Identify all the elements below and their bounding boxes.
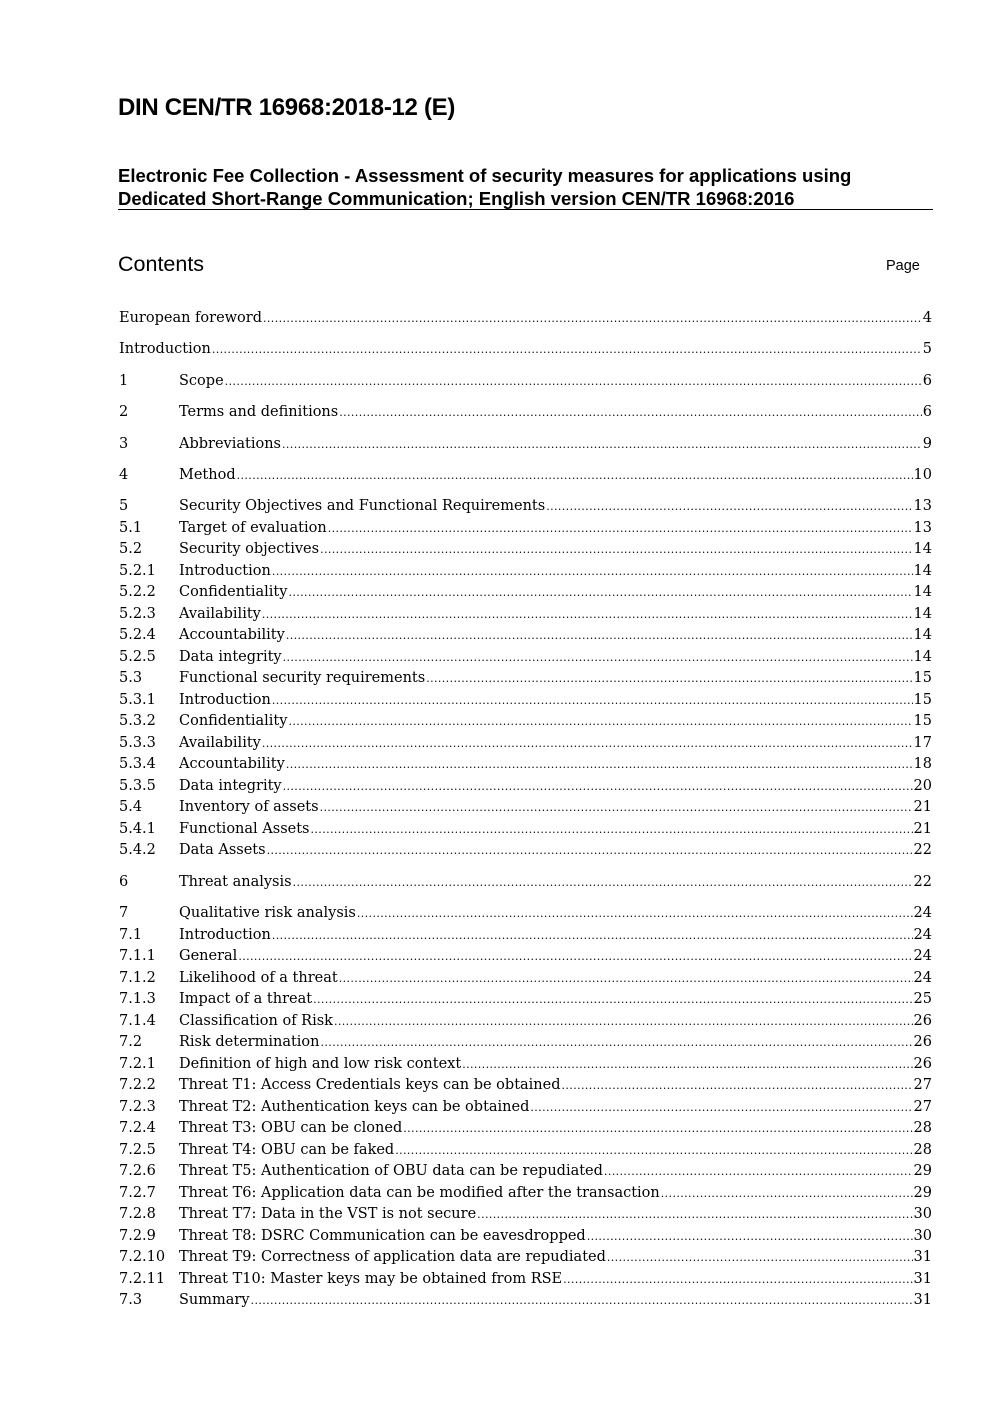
toc-entry-title: Confidentiality [179, 713, 288, 729]
subtitle-line-2: Dedicated Short-Range Communication; English version CEN/TR 16968:2016 [118, 188, 795, 209]
toc-entry[interactable] [119, 339, 932, 359]
toc-entry[interactable] [119, 465, 932, 485]
toc-entry-title: Availability [179, 735, 261, 751]
toc-entry-page: 24 [913, 927, 932, 943]
toc-entry-number: 7.1 [119, 927, 143, 943]
toc-entry-number: 5.4.1 [119, 821, 156, 837]
toc-entry-page: 21 [913, 821, 932, 837]
toc-entry[interactable] [119, 840, 932, 860]
toc-entry-page: 14 [913, 541, 932, 557]
toc-entry-page: 15 [913, 670, 932, 686]
toc-dot-leader [462, 1055, 912, 1075]
toc-entry[interactable] [119, 733, 932, 753]
toc-dot-leader [477, 1205, 912, 1225]
toc-entry-title: Threat T6: Application data can be modified after the transaction [179, 1185, 660, 1201]
toc-entry-page: 24 [913, 905, 932, 921]
toc-entry-number: 7.2.8 [119, 1206, 156, 1222]
toc-entry[interactable] [119, 668, 932, 688]
toc-dot-leader [263, 309, 922, 329]
toc-dot-leader [321, 1033, 913, 1053]
toc-entry-page: 24 [913, 948, 932, 964]
toc-entry-title: Impact of a threat [179, 991, 313, 1007]
toc-entry-number: 3 [119, 436, 129, 452]
toc-entry[interactable] [119, 496, 932, 516]
toc-entry-title: Terms and definitions [179, 404, 339, 420]
toc-entry-title: Summary [179, 1292, 250, 1308]
toc-entry-number: 5.1 [119, 520, 143, 536]
toc-entry-title: Introduction [179, 692, 271, 708]
toc-dot-leader [313, 990, 912, 1010]
toc-entry-title: Confidentiality [179, 584, 288, 600]
toc-dot-leader [562, 1076, 913, 1096]
toc-entry-title: Availability [179, 606, 261, 622]
toc-entry-number: 5 [119, 498, 129, 514]
toc-entry-title: Definition of high and low risk context [179, 1056, 462, 1072]
toc-entry-title: Introduction [179, 563, 271, 579]
toc-entry[interactable] [119, 1290, 932, 1310]
toc-entry-page: 28 [913, 1142, 932, 1158]
contents-heading: Contents [118, 252, 205, 276]
toc-entry[interactable] [119, 561, 932, 581]
toc-entry-number: 5.2.2 [119, 584, 156, 600]
toc-entry-number: 7.1.2 [119, 970, 156, 986]
toc-dot-leader [563, 1270, 912, 1290]
toc-entry-page: 6 [922, 373, 932, 389]
toc-entry-title: Threat T9: Correctness of application data are repudiated [179, 1249, 606, 1265]
toc-entry-title: Accountability [179, 756, 285, 772]
toc-entry-title: Introduction [179, 927, 271, 943]
toc-entry-title: Threat T5: Authentication of OBU data can be repudiated [179, 1163, 603, 1179]
toc-entry-page: 21 [913, 799, 932, 815]
toc-entry-number: 4 [119, 467, 129, 483]
toc-entry[interactable] [119, 1269, 932, 1289]
toc-entry-title: Risk determination [179, 1034, 320, 1050]
toc-entry-page: 29 [913, 1163, 932, 1179]
toc-entry-page: 31 [913, 1249, 932, 1265]
toc-entry-page: 14 [913, 563, 932, 579]
toc-dot-leader [272, 926, 913, 946]
toc-entry-number: 7.2.7 [119, 1185, 156, 1201]
toc-entry-number: 7.2.2 [119, 1077, 156, 1093]
toc-entry-number: 7.1.4 [119, 1013, 156, 1029]
toc-dot-leader [587, 1227, 913, 1247]
toc-dot-leader [238, 947, 912, 967]
toc-entry-page: 14 [913, 584, 932, 600]
toc-entry[interactable] [119, 1032, 932, 1052]
toc-dot-leader [286, 626, 913, 646]
toc-entry-title: Introduction [119, 341, 211, 357]
toc-dot-leader [272, 562, 913, 582]
toc-entry-title: Threat T3: OBU can be cloned [179, 1120, 403, 1136]
toc-entry-title: Threat T4: OBU can be faked [179, 1142, 395, 1158]
toc-entry-page: 27 [913, 1077, 932, 1093]
toc-entry-page: 5 [922, 341, 932, 357]
toc-entry-number: 7.2 [119, 1034, 143, 1050]
toc-dot-leader [320, 798, 913, 818]
toc-entry-title: Abbreviations [179, 436, 281, 452]
toc-entry-title: Inventory of assets [179, 799, 319, 815]
document-title: DIN CEN/TR 16968:2018-12 (E) [118, 94, 456, 121]
toc-dot-leader [426, 669, 912, 689]
toc-entry-number: 5.4 [119, 799, 143, 815]
toc-entry-page: 17 [913, 735, 932, 751]
toc-dot-leader [320, 540, 912, 560]
toc-dot-leader [357, 904, 913, 924]
toc-entry-page: 29 [913, 1185, 932, 1201]
toc-entry-number: 1 [119, 373, 129, 389]
toc-entry-number: 7.2.9 [119, 1228, 156, 1244]
toc-dot-leader [262, 605, 913, 625]
toc-entry[interactable] [119, 1140, 932, 1160]
toc-entry[interactable] [119, 1247, 932, 1267]
toc-entry[interactable] [119, 434, 932, 454]
toc-entry-title: Classification of Risk [179, 1013, 333, 1029]
toc-dot-leader [272, 691, 913, 711]
toc-entry[interactable] [119, 711, 932, 731]
toc-entry-title: Data integrity [179, 649, 282, 665]
toc-entry[interactable] [119, 371, 932, 391]
toc-entry-page: 25 [913, 991, 932, 1007]
toc-entry-title: European foreword [119, 310, 263, 326]
toc-entry-page: 30 [913, 1206, 932, 1222]
toc-entry[interactable] [119, 604, 932, 624]
toc-entry[interactable] [119, 989, 932, 1009]
toc-entry-page: 14 [913, 606, 932, 622]
toc-dot-leader [403, 1119, 912, 1139]
toc-entry-number: 7.2.6 [119, 1163, 156, 1179]
toc-entry[interactable] [119, 925, 932, 945]
toc-entry-number: 5.3.2 [119, 713, 156, 729]
toc-entry-number: 5.2.4 [119, 627, 156, 643]
toc-entry-title: Threat analysis [179, 874, 292, 890]
toc-entry-number: 5.3.4 [119, 756, 156, 772]
toc-entry-title: Functional security requirements [179, 670, 426, 686]
toc-entry-title: Threat T2: Authentication keys can be obtained [179, 1099, 530, 1115]
toc-entry-title: Threat T10: Master keys may be obtained from RSE [179, 1271, 563, 1287]
toc-dot-leader [328, 519, 913, 539]
toc-entry-title: Method [179, 467, 236, 483]
toc-dot-leader [339, 403, 922, 423]
toc-entry-title: Accountability [179, 627, 285, 643]
toc-dot-leader [661, 1184, 913, 1204]
toc-entry-number: 7.2.11 [119, 1271, 166, 1287]
toc-entry-number: 5.3.1 [119, 692, 156, 708]
toc-entry-title: Threat T8: DSRC Communication can be eavesdropped [179, 1228, 586, 1244]
toc-entry-number: 5.3.5 [119, 778, 156, 794]
toc-entry-page: 26 [913, 1034, 932, 1050]
toc-entry[interactable] [119, 402, 932, 422]
toc-dot-leader [286, 755, 913, 775]
toc-entry[interactable] [119, 1075, 932, 1095]
toc-entry-page: 22 [913, 874, 932, 890]
toc-entry[interactable] [119, 754, 932, 774]
toc-entry-number: 5.3 [119, 670, 143, 686]
toc-entry[interactable] [119, 797, 932, 817]
toc-entry-title: Data integrity [179, 778, 282, 794]
toc-entry-number: 6 [119, 874, 129, 890]
toc-dot-leader [288, 583, 912, 603]
toc-dot-leader [334, 1012, 913, 1032]
toc-entry-page: 15 [913, 713, 932, 729]
toc-entry-title: Functional Assets [179, 821, 310, 837]
toc-entry-number: 7.3 [119, 1292, 143, 1308]
toc-dot-leader [251, 1291, 913, 1311]
toc-entry[interactable] [119, 518, 932, 538]
toc-dot-leader [262, 734, 913, 754]
toc-entry[interactable] [119, 1118, 932, 1138]
toc-entry[interactable] [119, 1161, 932, 1181]
toc-entry-page: 6 [922, 404, 932, 420]
toc-entry-number: 5.2.5 [119, 649, 156, 665]
subtitle-line-1: Electronic Fee Collection - Assessment of security measures for applications using [118, 165, 852, 186]
toc-entry-page: 4 [922, 310, 932, 326]
toc-dot-leader [395, 1141, 912, 1161]
toc-entry-page: 31 [913, 1271, 932, 1287]
toc-entry[interactable] [119, 1011, 932, 1031]
toc-entry-page: 13 [913, 520, 932, 536]
toc-entry-number: 7.2.10 [119, 1249, 166, 1265]
toc-entry-page: 22 [913, 842, 932, 858]
toc-entry[interactable] [119, 690, 932, 710]
toc-entry-number: 5.2.3 [119, 606, 156, 622]
toc-entry[interactable] [119, 1226, 932, 1246]
toc-entry-number: 7.2.1 [119, 1056, 156, 1072]
toc-entry-page: 31 [913, 1292, 932, 1308]
toc-dot-leader [607, 1248, 913, 1268]
toc-entry-number: 2 [119, 404, 129, 420]
toc-entry[interactable] [119, 872, 932, 892]
toc-dot-leader [288, 712, 912, 732]
toc-entry-title: Security objectives [179, 541, 320, 557]
toc-dot-leader [212, 340, 922, 360]
toc-entry[interactable] [119, 776, 932, 796]
toc-entry[interactable] [119, 1097, 932, 1117]
toc-entry-number: 7 [119, 905, 129, 921]
toc-entry[interactable] [119, 1204, 932, 1224]
toc-entry-title: Threat T1: Access Credentials keys can be obtained [179, 1077, 561, 1093]
toc-dot-leader [283, 777, 913, 797]
toc-entry-title: Data Assets [179, 842, 266, 858]
toc-dot-leader [546, 497, 912, 517]
toc-entry-page: 20 [913, 778, 932, 794]
toc-entry[interactable] [119, 539, 932, 559]
toc-entry-number: 5.4.2 [119, 842, 156, 858]
toc-entry-page: 26 [913, 1056, 932, 1072]
toc-entry-number: 5.3.3 [119, 735, 156, 751]
toc-entry-page: 28 [913, 1120, 932, 1136]
toc-entry[interactable] [119, 308, 932, 328]
toc-entry[interactable] [119, 625, 932, 645]
toc-entry-page: 26 [913, 1013, 932, 1029]
toc-entry-title: Likelihood of a threat [179, 970, 338, 986]
toc-dot-leader [530, 1098, 912, 1118]
toc-entry-page: 24 [913, 970, 932, 986]
toc-dot-leader [225, 372, 922, 392]
toc-entry-title: Qualitative risk analysis [179, 905, 356, 921]
toc-entry-number: 5.2.1 [119, 563, 156, 579]
toc-entry-page: 30 [913, 1228, 932, 1244]
toc-entry-number: 7.2.3 [119, 1099, 156, 1115]
toc-dot-leader [604, 1162, 913, 1182]
toc-entry[interactable] [119, 647, 932, 667]
toc-entry-number: 7.1.1 [119, 948, 156, 964]
toc-entry-number: 5.2 [119, 541, 143, 557]
toc-entry-page: 13 [913, 498, 932, 514]
toc-entry-page: 10 [913, 467, 932, 483]
toc-entry-page: 9 [922, 436, 932, 452]
toc-entry-number: 7.2.5 [119, 1142, 156, 1158]
toc-entry-title: Security Objectives and Functional Requirements [179, 498, 546, 514]
page-column-heading: Page [886, 258, 920, 274]
toc-entry-title: Threat T7: Data in the VST is not secure [179, 1206, 477, 1222]
toc-entry[interactable] [119, 968, 932, 988]
toc-entry[interactable] [119, 1054, 932, 1074]
toc-dot-leader [282, 435, 922, 455]
toc-dot-leader [339, 969, 913, 989]
toc-entry[interactable] [119, 946, 932, 966]
toc-entry-page: 14 [913, 649, 932, 665]
toc-entry[interactable] [119, 903, 932, 923]
toc-entry-number: 7.2.4 [119, 1120, 156, 1136]
toc-entry[interactable] [119, 819, 932, 839]
toc-entry-page: 14 [913, 627, 932, 643]
toc-dot-leader [283, 648, 913, 668]
toc-entry-title: Target of evaluation [179, 520, 327, 536]
toc-dot-leader [237, 466, 913, 486]
toc-entry[interactable] [119, 582, 932, 602]
toc-entry-page: 18 [913, 756, 932, 772]
toc-entry-page: 27 [913, 1099, 932, 1115]
toc-dot-leader [293, 873, 913, 893]
toc-entry-title: General [179, 948, 238, 964]
toc-entry-page: 15 [913, 692, 932, 708]
toc-dot-leader [311, 820, 913, 840]
toc-entry-number: 7.1.3 [119, 991, 156, 1007]
toc-entry[interactable] [119, 1183, 932, 1203]
toc-entry-title: Scope [179, 373, 224, 389]
toc-dot-leader [267, 841, 913, 861]
